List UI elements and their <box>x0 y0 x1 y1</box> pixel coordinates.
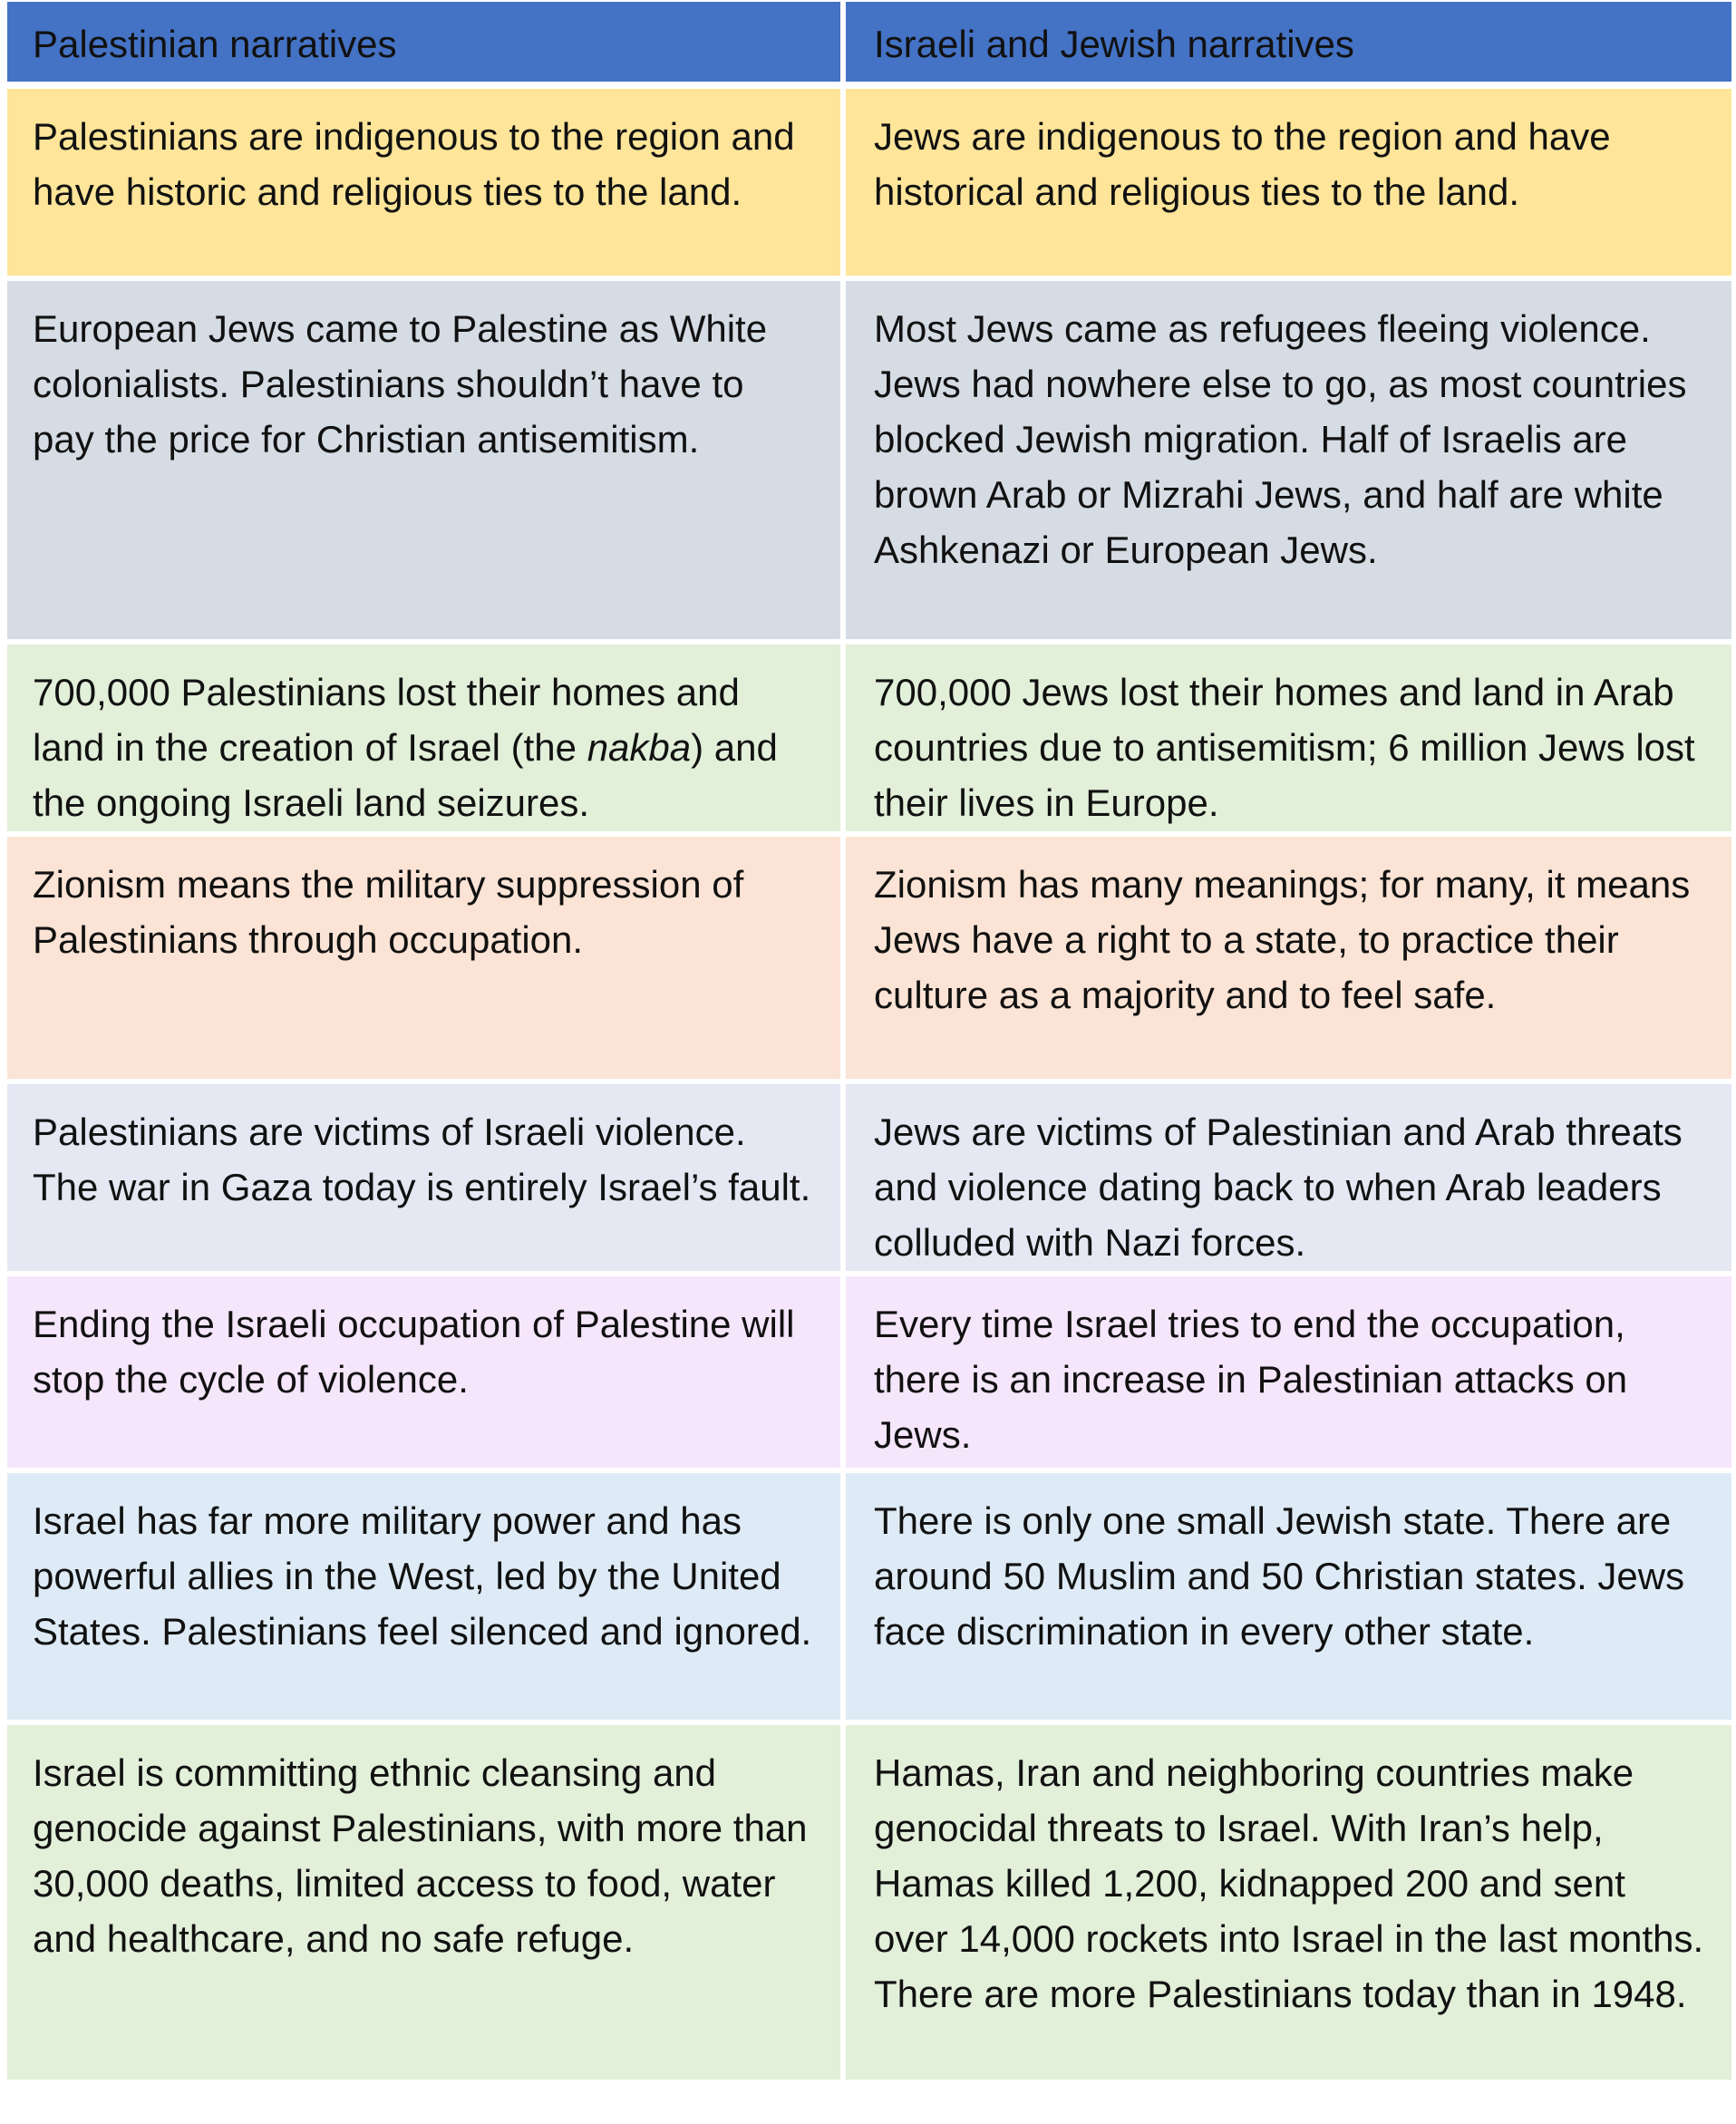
row-1-israeli: Jews are indigenous to the region and have historical and religious ties to the land. <box>846 89 1731 281</box>
row-5-israeli: Jews are victims of Palestinian and Arab threats and violence dating back to when Arab leaders colluded with Nazi forces. <box>846 1084 1731 1276</box>
row-6-palestinian: Ending the Israeli occupation of Palestine will stop the cycle of violence. <box>7 1276 846 1473</box>
row-8-palestinian: Israel is committing ethnic cleansing and genocide against Palestinians, with more than 30,000 deaths, limited access to food, water and healthcare, and no safe refuge. <box>7 1725 846 2085</box>
row-6-israeli: Every time Israel tries to end the occupation, there is an increase in Palestinian attacks on Jews. <box>846 1276 1731 1473</box>
row-7-israeli: There is only one small Jewish state. There are around 50 Muslim and 50 Christian states. Jews face discrimination in every other state. <box>846 1473 1731 1725</box>
row-5-palestinian: Palestinians are victims of Israeli violence. The war in Gaza today is entirely Israel’s fault. <box>7 1084 846 1276</box>
row-4-israeli: Zionism has many meanings; for many, it means Jews have a right to a state, to practice their culture as a majority and to feel safe. <box>846 837 1731 1084</box>
nakba-term: nakba <box>587 726 692 769</box>
row-3-palestinian-text-end: ) and the ongoing Israeli land seizures. <box>33 726 778 824</box>
narratives-table <box>7 2 1731 2085</box>
row-7-palestinian: Israel has far more military power and has powerful allies in the West, led by the United States. Palestinians feel silenced and ignored. <box>7 1473 846 1725</box>
row-1-palestinian: Palestinians are indigenous to the region and have historic and religious ties to the land. <box>7 89 846 281</box>
header-israeli: Israeli and Jewish narratives <box>846 2 1731 89</box>
row-3-israeli: 700,000 Jews lost their homes and land in Arab countries due to antisemitism; 6 million Jews lost their lives in Europe. <box>846 645 1731 837</box>
row-3-palestinian <box>7 645 846 837</box>
row-2-israeli: Most Jews came as refugees fleeing violence. Jews had nowhere else to go, as most countries blocked Jewish migration. Half of Israelis are brown Arab or Mizrahi Jews, and half are white Ashkenazi or European Jews. <box>846 281 1731 645</box>
row-8-israeli: Hamas, Iran and neighboring countries make genocidal threats to Israel. With Iran’s help, Hamas killed 1,200, kidnapped 200 and sent over 14,000 rockets into Israel in the last months. There are more Palestinians today than in 1948. <box>846 1725 1731 2085</box>
row-2-palestinian: European Jews came to Palestine as White colonialists. Palestinians shouldn’t have to pay the price for Christian antisemitism. <box>7 281 846 645</box>
row-3-palestinian-text-start: 700,000 Palestinians lost their homes and land in the creation of Israel (the <box>33 671 740 769</box>
header-palestinian: Palestinian narratives <box>7 2 846 89</box>
row-4-palestinian: Zionism means the military suppression of Palestinians through occupation. <box>7 837 846 1084</box>
